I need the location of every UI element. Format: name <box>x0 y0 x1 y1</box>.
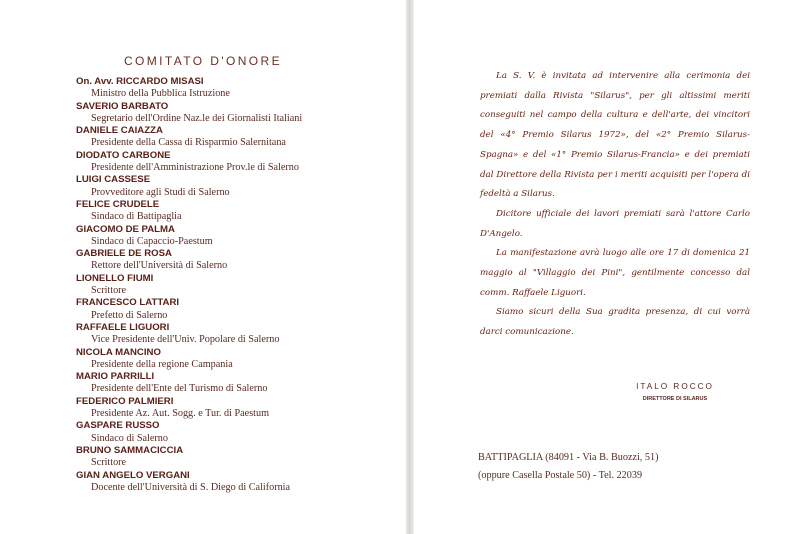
invitation-paragraph: La manifestazione avrà luogo alle ore 17 di domenica 21 maggio al "Villaggio dei Pini", gentilmente concesso dal comm. Raffaele Liguori. <box>480 248 750 298</box>
address-line-2: (oppure Casella Postale 50) - Tel. 22039 <box>478 470 643 481</box>
committee-member <box>76 420 396 445</box>
member-role: Rettore dell'Università di Salerno <box>91 260 228 272</box>
member-name: GIAN ANGELO VERGANI <box>76 469 190 481</box>
committee-member <box>76 396 396 421</box>
member-role: Sindaco di Capaccio-Paestum <box>91 235 213 247</box>
member-role: Scrittore <box>91 285 127 297</box>
member-name: GASPARE RUSSO <box>76 420 160 432</box>
invitation-text <box>480 67 750 343</box>
member-name: GIACOMO DE PALMA <box>76 223 175 235</box>
committee-member <box>76 224 396 249</box>
member-role: Provveditore agli Studi di Salerno <box>91 186 230 198</box>
member-role: Presidente dell'Amministrazione Prov.le di Salerno <box>91 162 299 174</box>
member-name: LIONELLO FIUMI <box>76 272 154 284</box>
signature-role: DIRETTORE DI SILARUS <box>642 396 708 402</box>
committee-member <box>76 347 396 372</box>
member-role: Ministro della Pubblica Istruzione <box>91 88 230 100</box>
committee-member-list <box>76 76 396 494</box>
committee-member <box>76 371 396 396</box>
member-name: NICOLA MANCINO <box>76 346 161 358</box>
page-fold <box>406 0 414 534</box>
member-name: BRUNO SAMMACICCIA <box>76 444 184 456</box>
member-role: Scrittore <box>91 457 127 469</box>
committee-member <box>76 322 396 347</box>
address-line-1: BATTIPAGLIA (84091 - Via B. Buozzi, 51) <box>478 452 659 463</box>
member-name: DANIELE CAIAZZA <box>76 125 163 137</box>
member-name: FELICE CRUDELE <box>76 198 160 210</box>
member-name: SAVERIO BARBATO <box>76 100 169 112</box>
committee-member <box>76 76 396 101</box>
committee-member <box>76 297 396 322</box>
signature-name: ITALO ROCCO <box>636 382 714 391</box>
member-role: Sindaco di Salerno <box>91 432 168 444</box>
invitation-paragraph: Siamo sicuri della Sua gradita presenza, di cui vorrà darci comunicazione. <box>480 307 750 338</box>
member-role: Presidente della regione Campania <box>91 358 233 370</box>
committee-member <box>76 125 396 150</box>
member-name: LUIGI CASSESE <box>76 174 151 186</box>
committee-member <box>76 101 396 126</box>
member-name: FRANCESCO LATTARI <box>76 297 180 309</box>
member-name: RAFFAELE LIGUORI <box>76 321 170 333</box>
committee-member <box>76 470 396 495</box>
committee-member <box>76 273 396 298</box>
member-role: Segretario dell'Ordine Naz.le dei Giornalisti Italiani <box>91 112 303 124</box>
committee-member <box>76 248 396 273</box>
committee-member <box>76 199 396 224</box>
member-name: GABRIELE DE ROSA <box>76 248 172 260</box>
member-role: Prefetto di Salerno <box>91 309 168 321</box>
member-role: Presidente dell'Ente del Turismo di Salerno <box>91 383 268 395</box>
member-role: Presidente della Cassa di Risparmio Salernitana <box>91 137 286 149</box>
member-name: On. Avv. RICCARDO MISASI <box>76 76 204 87</box>
member-name: FEDERICO PALMIERI <box>76 395 174 407</box>
invitation-paragraph: Dicitore ufficiale dei lavori premiati sarà l'attore Carlo D'Angelo. <box>480 208 750 239</box>
committee-title: COMITATO D'ONORE <box>123 54 283 68</box>
member-role: Presidente Az. Aut. Sogg. e Tur. di Paestum <box>91 408 270 420</box>
invitation-paragraph: La S. V. è invitata ad intervenire alla cerimonia dei premiati dalla Rivista "Silarus", per gli altissimi meriti conseguiti nel campo della cultura e dell'arte, dei vincitori del «4° Premio Silarus 1972», del «2° Premio Silarus-Spagna» e del «1° Premio Silarus-Francia» e dei premiati dal Direttore della Rivista per i meriti acquisiti per l'opera di fedeltà a Silarus. <box>480 71 750 200</box>
committee-member <box>76 174 396 199</box>
member-name: DIODATO CARBONE <box>76 149 171 161</box>
committee-member <box>76 445 396 470</box>
member-role: Vice Presidente dell'Univ. Popolare di Salerno <box>91 334 280 346</box>
committee-member <box>76 150 396 175</box>
member-role: Docente dell'Università di S. Diego di California <box>91 481 291 493</box>
member-role: Sindaco di Battipaglia <box>91 211 182 223</box>
member-name: MARIO PARRILLI <box>76 371 155 383</box>
